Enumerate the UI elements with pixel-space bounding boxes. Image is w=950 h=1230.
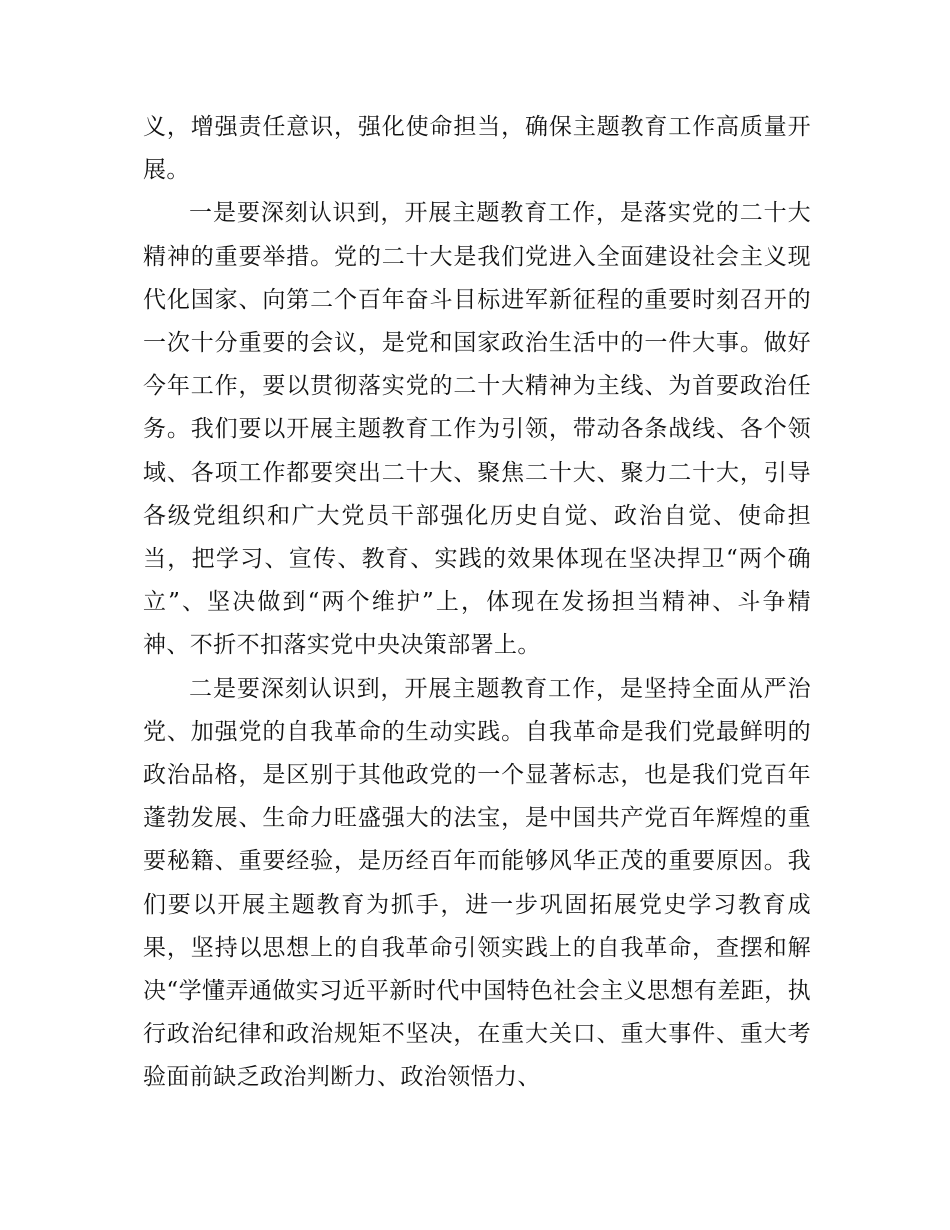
paragraph-point-two: 二是要深刻认识到，开展主题教育工作，是坚持全面从严治党、加强党的自我革命的生动实践。自我革命是我们党最鲜明的政治品格，是区别于其他政党的一个显著标志，也是我们党百年蓬勃发展、生命力旺盛强大的法宝，是中国共产党百年辉煌的重要秘籍、重要经验，是历经百年而能够风华正茂的重要原因。我们要以开展主题教育为抓手，进一步巩固拓展党史学习教育成果，坚持以思想上的自我革命引领实践上的自我革命，查摆和解决“学懂弄通做实习近平新时代中国特色社会主义思想有差距，执行政治纪律和政治规矩不坚决，在重大关口、重大事件、重大考验面前缺乏政治判断力、政治领悟力、 (143, 675, 811, 1091)
document-body (143, 106, 811, 1100)
paragraph-point-one: 一是要深刻认识到，开展主题教育工作，是落实党的二十大精神的重要举措。党的二十大是我们党进入全面建设社会主义现代化国家、向第二个百年奋斗目标进军新征程的重要时刻召开的一次十分重要的会议，是党和国家政治生活中的一件大事。做好今年工作，要以贯彻落实党的二十大精神为主线、为首要政治任务。我们要以开展主题教育工作为引领，带动各条战线、各个领域、各项工作都要突出二十大、聚焦二十大、聚力二十大，引导各级党组织和广大党员干部强化历史自觉、政治自觉、使命担当，把学习、宣传、教育、实践的效果体现在坚决捍卫“两个确立”、坚决做到“两个维护”上，体现在发扬担当精神、斗争精神、不折不扣落实党中央决策部署上。 (143, 200, 811, 659)
paragraph-continuation: 义，增强责任意识，强化使命担当，确保主题教育工作高质量开展。 (143, 114, 811, 184)
